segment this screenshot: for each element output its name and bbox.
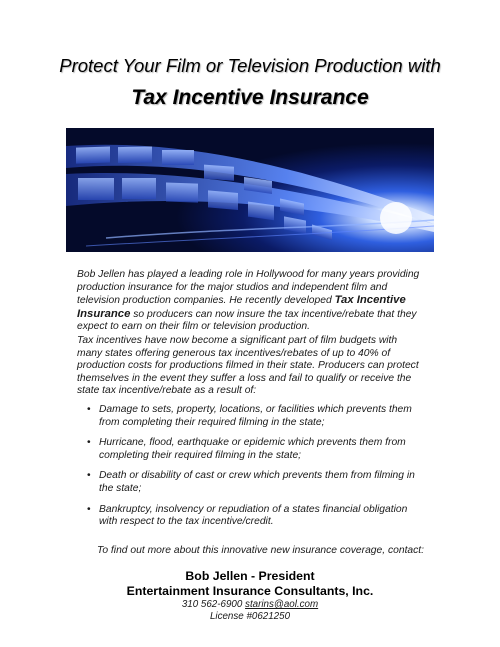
contact-phone-email-line xyxy=(0,599,500,611)
contact-company: Entertainment Insurance Consultants, Inc. xyxy=(126,584,374,598)
list-item xyxy=(77,504,425,529)
intro-paragraph xyxy=(77,269,425,334)
bullet-icon: • xyxy=(87,437,91,449)
list-item-text: Death or disability of cast or crew which prevents them from filming in the state; xyxy=(99,470,415,494)
headline-line-1: Protect Your Film or Television Production with xyxy=(59,55,441,76)
context-paragraph: Tax incentives have now become a significant part of film budgets with many states offering generous tax incentives/rebates of up to 40% of production costs for productions filmed in their state. Producers can protect themselves in the event they suffer a loss and fail to qualify or receive the state tax incentive/rebate as a result of: xyxy=(77,335,419,397)
contact-email-link[interactable]: starins@aol.com xyxy=(245,599,319,610)
contact-block xyxy=(0,569,500,623)
list-item xyxy=(77,437,425,462)
bullet-icon: • xyxy=(87,503,91,515)
intro-text-after: so producers can now insure the tax incentive/rebate that they expect to earn on their film or television production. xyxy=(77,308,417,333)
contact-name: Bob Jellen - President xyxy=(185,569,315,583)
risk-list xyxy=(77,404,425,537)
film-strip-banner-image xyxy=(66,128,434,252)
headline-line-2: Tax Incentive Insurance xyxy=(131,86,369,109)
list-item-text: Hurricane, flood, earthquake or epidemic which prevents them from completing their required filming in the state; xyxy=(99,437,406,461)
contact-phone: 310 562-6900 xyxy=(181,599,243,610)
contact-license: License #0621250 xyxy=(209,611,291,622)
list-item-text: Damage to sets, property, locations, or facilities which prevents them from completing their required filming in the state; xyxy=(99,404,412,428)
list-item xyxy=(77,470,425,495)
film-strip-graphic xyxy=(66,128,434,252)
intro-text-before: Bob Jellen has played a leading role in Hollywood for many years providing production insurance for the major studios and independent film and television production companies. He recently developed xyxy=(77,269,420,307)
bullet-icon: • xyxy=(87,470,91,482)
list-item-text: Bankruptcy, insolvency or repudiation of a states financial obligation with respect to the tax incentive/credit. xyxy=(99,503,408,528)
bullet-icon: • xyxy=(87,404,91,415)
intro-highlight: Tax Incentive Insurance xyxy=(77,294,406,320)
list-item xyxy=(77,404,425,429)
contact-prompt: To find out more about this innovative new insurance coverage, contact: xyxy=(97,545,425,556)
